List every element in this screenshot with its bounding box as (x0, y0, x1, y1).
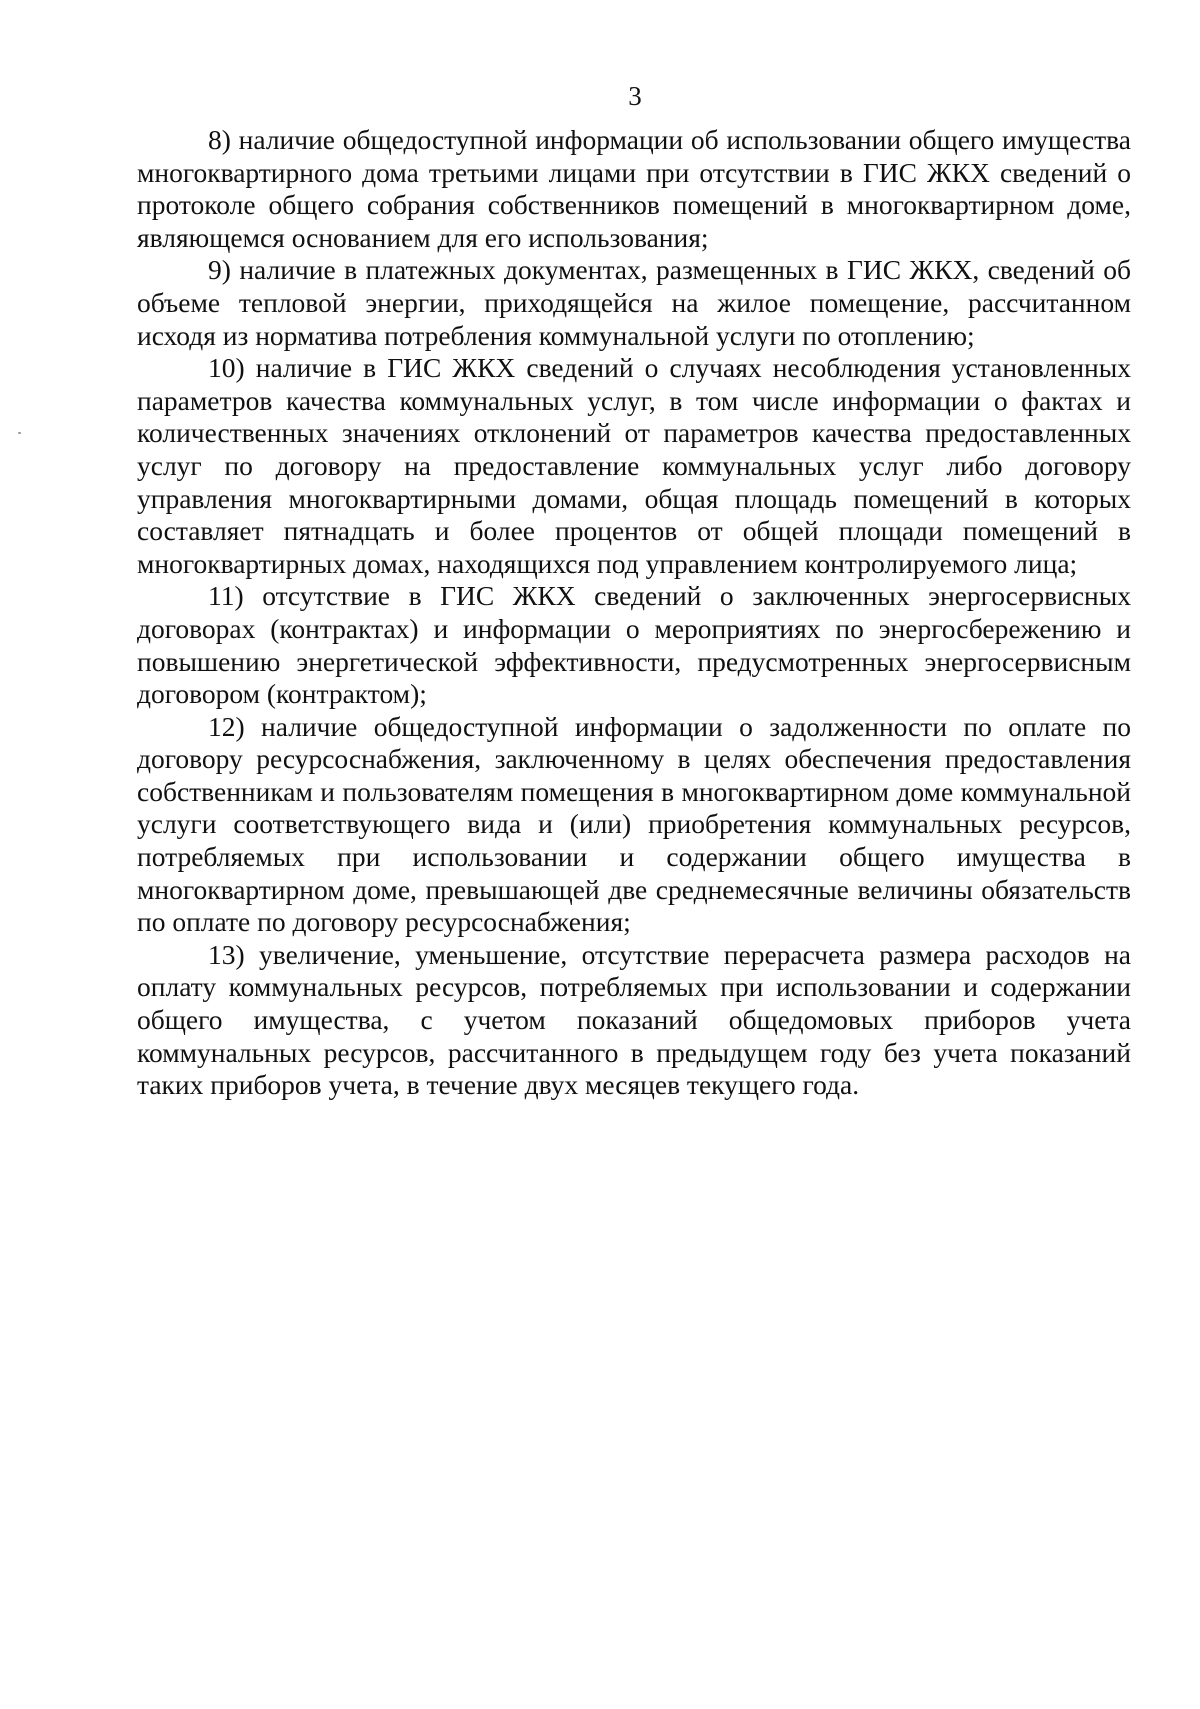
list-item-12: 12) наличие общедоступной информации о задолженности по оплате по договору ресурсоснабжения, заключенному в целях обеспечения предоставления собственникам и пользователям помещения в многоквартирном доме коммунальной услуги соответствующего вида и (или) приобретения коммунальных ресурсов, потребляемых при использовании и содержании общего имущества в многоквартирном доме, превышающей две среднемесячные величины обязательств по оплате по договору ресурсоснабжения; (137, 710, 1131, 938)
document-body (137, 124, 1131, 1102)
scan-speck (18, 432, 21, 434)
list-item-11: 11) отсутствие в ГИС ЖКХ сведений о заключенных энергосервисных договорах (контрактах) и информации о мероприятиях по энергосбережению и повышению энергетической эффективности, предусмотренных энергосервисным договором (контрактом); (137, 580, 1131, 710)
list-item-13: 13) увеличение, уменьшение, отсутствие перерасчета размера расходов на оплату коммунальных ресурсов, потребляемых при использовании и содержании общего имущества, с учетом показаний общедомовых приборов учета коммунальных ресурсов, рассчитанного в предыдущем году без учета показаний таких приборов учета, в течение двух месяцев текущего года. (137, 938, 1131, 1101)
page-number: 3 (628, 81, 642, 111)
list-item-10: 10) наличие в ГИС ЖКХ сведений о случаях несоблюдения установленных параметров качества коммунальных услуг, в том числе информации о фактах и количественных значениях отклонений от параметров качества предоставленных услуг по договору на предоставление коммунальных услуг либо договору управления многоквартирными домами, общая площадь помещений в которых составляет пятнадцать и более процентов от общей площади помещений в многоквартирных домах, находящихся под управлением контролируемого лица; (137, 352, 1131, 579)
list-item-9: 9) наличие в платежных документах, размещенных в ГИС ЖКХ, сведений об объеме тепловой энергии, приходящейся на жилое помещение, рассчитанном исходя из норматива потребления коммунальной услуги по отоплению; (137, 254, 1131, 351)
list-item-8: 8) наличие общедоступной информации об использовании общего имущества многоквартирного дома третьими лицами при отсутствии в ГИС ЖКХ сведений о протоколе общего собрания собственников помещений в многоквартирном доме, являющемся основанием для его использования; (137, 124, 1131, 253)
